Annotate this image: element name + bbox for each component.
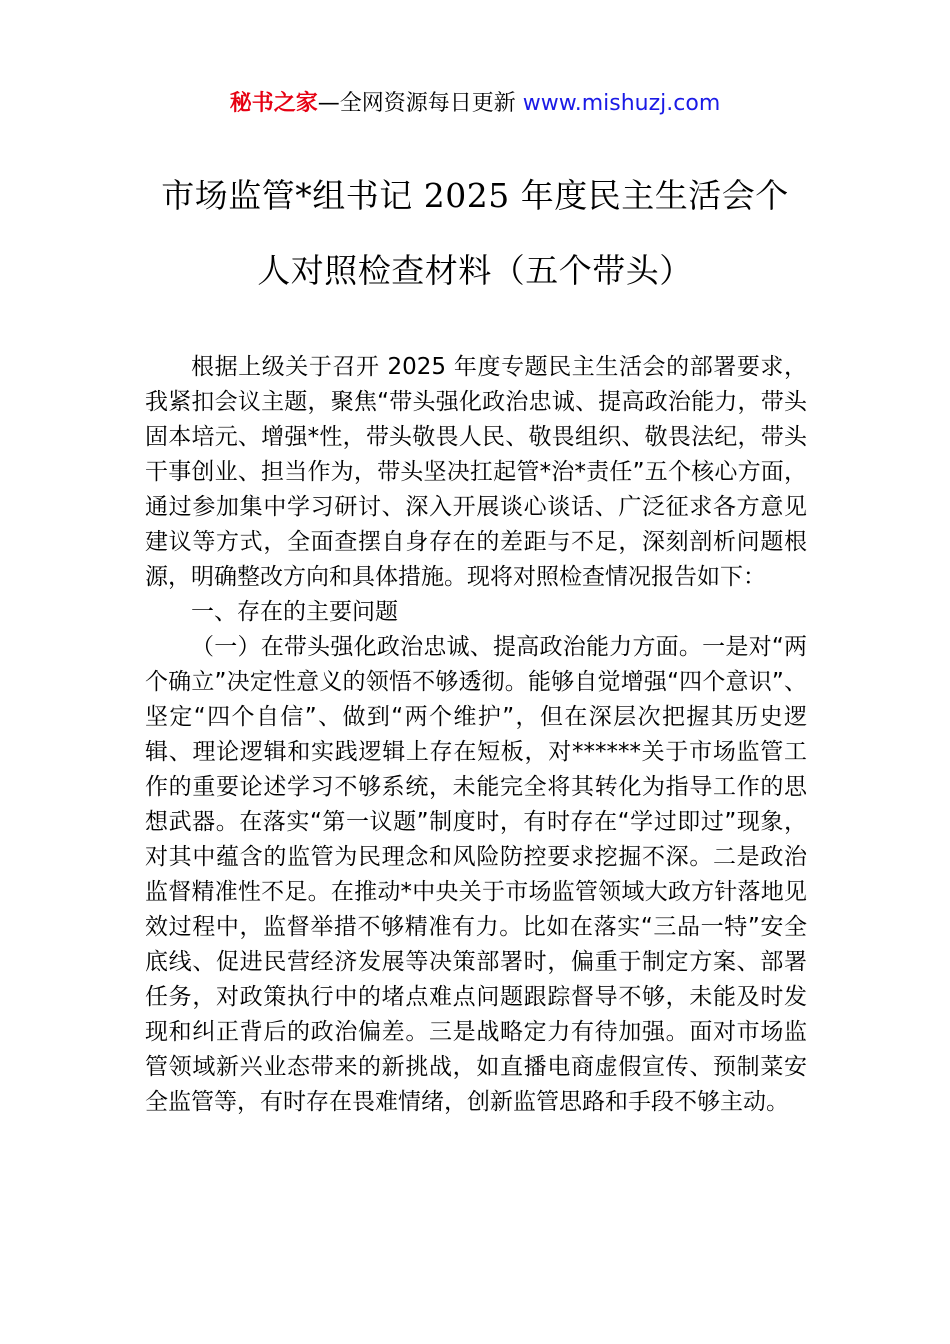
intro-paragraph: 根据上级关于召开 2025 年度专题民主生活会的部署要求，我紧扣会议主题，聚焦“带头强化政治忠诚、提高政治能力，带头固本培元、增强*性，带头敬畏人民、敬畏组织、敬畏法纪，带头干事创业、担当作为，带头坚决扛起管*治*责任”五个核心方面，通过参加集中学习研讨、深入开展谈心谈话、广泛征求各方意见建议等方式，全面查摆自身存在的差距与不足，深刻剖析问题根源，明确整改方向和具体措施。现将对照检查情况报告如下： (145, 354, 807, 590)
site-url-link[interactable]: www.mishuzj.com (522, 91, 721, 116)
document-body (145, 350, 807, 1120)
title-line-1: 市场监管*组书记 2025 年度民主生活会个 (161, 176, 789, 215)
site-header (0, 86, 950, 122)
brand-name: 秘书之家 (229, 91, 318, 116)
title-line-2: 人对照检查材料（五个带头） (257, 251, 693, 290)
body-paragraph: （一）在带头强化政治忠诚、提高政治能力方面。一是对“两个确立”决定性意义的领悟不够透彻。能够自觉增强“四个意识”、坚定“四个自信”、做到“两个维护”，但在深层次把握其历史逻辑、理论逻辑和实践逻辑上存在短板，对******关于市场监管工作的重要论述学习不够系统，未能完全将其转化为指导工作的思想武器。在落实“第一议题”制度时，有时存在“学过即过”现象，对其中蕴含的监管为民理念和风险防控要求挖掘不深。二是政治监督精准性不足。在推动*中央关于市场监管领域大政方针落地见效过程中，监督举措不够精准有力。比如在落实“三品一特”安全底线、促进民营经济发展等决策部署时，偏重于制定方案、部署任务，对政策执行中的堵点难点问题跟踪督导不够，未能及时发现和纠正背后的政治偏差。三是战略定力有待加强。面对市场监管领域新兴业态带来的新挑战，如直播电商虚假宣传、预制菜安全监管等，有时存在畏难情绪，创新监管思路和手段不够主动。 (145, 634, 807, 1115)
document-title (60, 158, 890, 308)
section-heading: 一、存在的主要问题 (191, 599, 398, 625)
header-tagline: —全网资源每日更新 (317, 91, 523, 116)
